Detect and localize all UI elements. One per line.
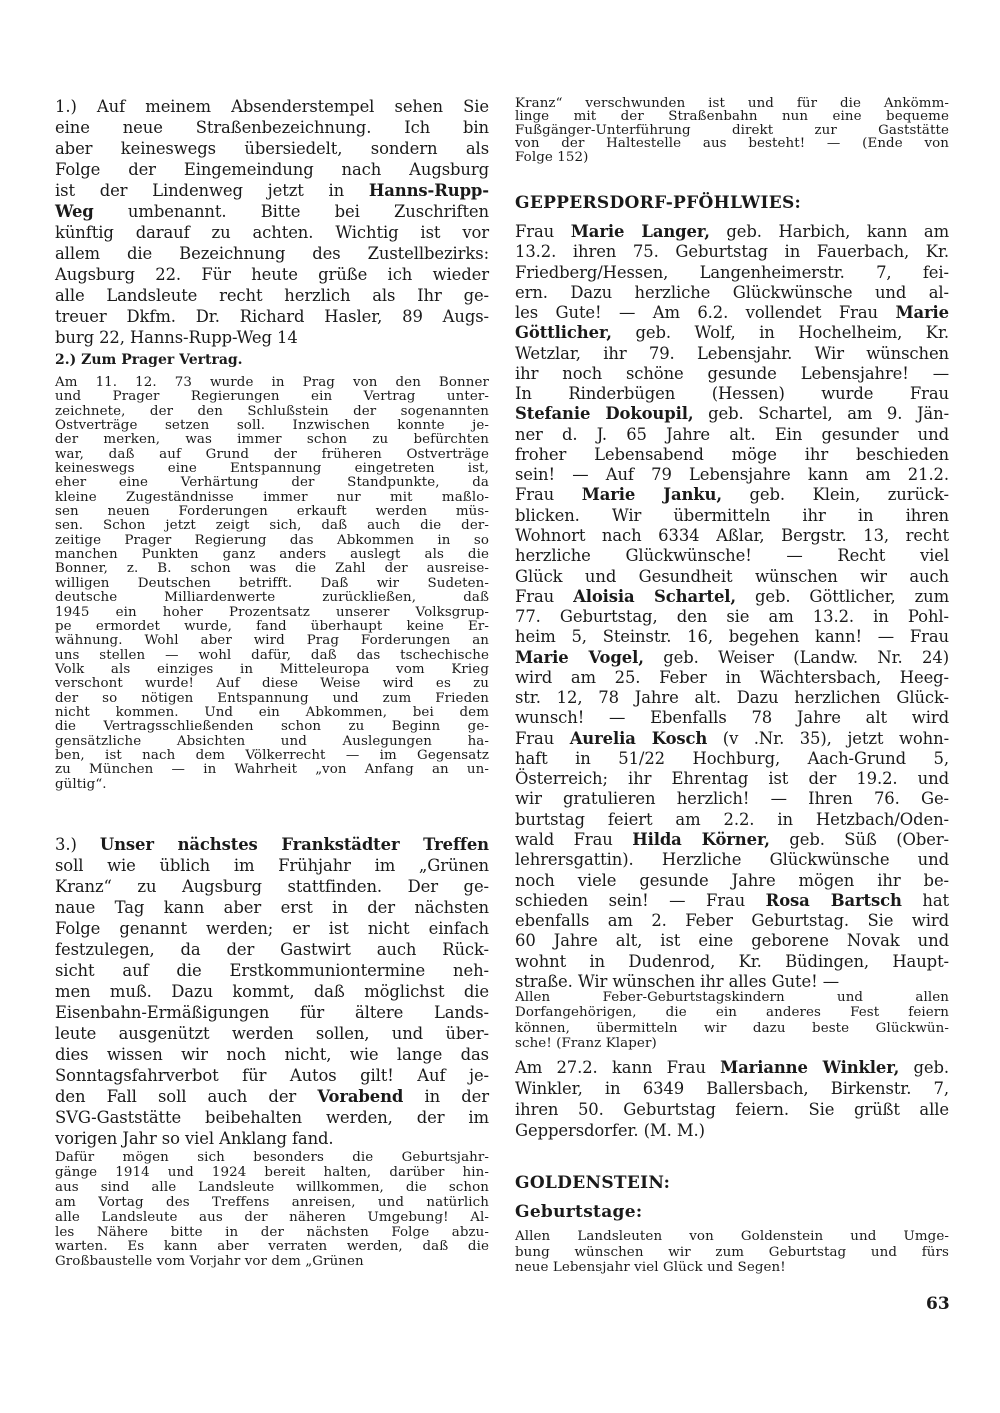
bold-name: Marie [895,303,949,323]
text-run: geb. Göttlicher, zum [736,586,950,606]
text-line: festzulegen, da der Gastwirt auch Rück- [55,940,489,959]
text-line: SVG-Gaststätte beibehalten werden, der im [55,1108,489,1127]
text-line: Folge 152) [515,149,589,165]
text-line: die Vertragsschließenden schon zu Beginn ge- [55,719,489,735]
bold-name: Hanns-Rupp- [368,181,489,200]
text-run: Frau [515,586,574,606]
text-run: geb. Süß (Ober- [769,829,949,849]
text-run: geb. Wolf, in Hochelheim, Kr. [611,323,949,343]
text-run: in der [403,1087,489,1106]
text-line: burtstag feiert am 2.2. in Hetzbach/Oden- [515,809,949,829]
bold-name: Göttlicher, [515,323,612,343]
text-line: Kranz“ verschwunden ist und für die Ankömm- [515,96,949,111]
text-line: vorigen Jahr so viel Anklang fand. [55,1129,334,1148]
text-line: Volk als einziges in Mitteleuropa vom Krieg [55,661,489,677]
text-run: hat [901,890,949,910]
text-line [55,1086,489,1107]
text-line: linge mit der Straßenbahn nun eine bequeme [515,109,949,125]
text-line: willigen Deutschen betrifft. Daß wir Sudeten- [55,575,489,591]
text-line: ebenfalls am 2. Feber Geburtstag. Sie wird [515,911,949,931]
text-line: alle Landsleute recht herzlich als Ihr ge- [55,286,489,305]
text-line: zeichnete, der den Schlußstein der sogenannten [55,403,489,419]
text-line: soll wie üblich im Frühjahr im „Grünen [55,856,489,875]
text-line: Glück und Gesundheit wünschen wir auch [515,566,949,586]
text-line: warten. Es kann aber verraten werden, daß die [55,1239,489,1255]
bold-name: Marianne Winkler, [720,1058,900,1077]
text-line: alle Landsleute aus der näheren Umgebung! Al- [55,1209,489,1225]
text-line: wunsch! — Ebenfalls 78 Jahre alt wird [515,708,949,728]
bold-name: Marie Vogel, [515,647,644,667]
text-line: 1945 ein hoher Prozentsatz unserer Volksgrup- [55,604,489,620]
text-line [515,1057,949,1078]
text-line: ben, ist nach dem Völkerrecht — im Gegensatz [55,747,489,763]
text-run: (v .Nr. 35), jetzt wohn- [707,728,950,748]
text-line [515,648,949,668]
text-run: geb. Schartel, am 9. Jän- [693,404,950,424]
bold-name: Hilda Körner, [632,829,770,849]
text-run: wald Frau [515,829,633,849]
text-line: und Prager Regierungen ein Vertrag unter- [55,389,489,405]
text-line: blicken. Wir übermitteln ihr in ihren [515,505,949,525]
text-line [515,323,949,343]
text-line: 1.) Auf meinem Absenderstempel sehen Sie [55,97,489,116]
text-line: 60 Jahre alt, ist eine geborene Novak und [515,931,949,951]
text-line: Folge genannt werden; er ist nicht einfach [55,919,489,938]
text-line: wähnung. Wohl aber wird Prag Forderungen an [55,633,489,649]
text-line: Großbaustelle vom Vorjahr vor dem „Grünen [55,1254,364,1270]
text-line: 13.2. ihren 75. Geburtstag in Fauerbach, Kr. [515,242,949,262]
text-line: Augsburg 22. Für heute grüße ich wieder [55,265,489,284]
text-line: heim 5, Steinstr. 16, begehen kann! — Frau [515,627,949,647]
text-line: Geppersdorfer. (M. M.) [515,1121,705,1140]
text-line: war, daß auf Grund der früheren Ostverträge [55,446,489,462]
text-line: aus sind alle Landsleute willkommen, die schon [55,1179,489,1195]
paragraph-winkler [515,1057,949,1141]
text-line: Dorfangehörigen, die ein anderes Fest feiern [515,1005,949,1021]
text-run: Frau [515,222,571,241]
text-line: wir gratulieren herzlich! — Ihren 76. Ge- [515,789,949,809]
paragraph-geburtsjahrgaenge [55,1151,489,1270]
text-line: können, übermitteln wir dazu beste Glückwün- [515,1020,949,1036]
text-line: Winkler, in 6349 Ballersbach, Birkenstr. 7, [515,1079,949,1098]
text-line [55,201,489,222]
text-run: Am 27.2. kann Frau [515,1058,721,1077]
paragraph-continuation [515,97,949,164]
text-line [515,587,949,607]
text-line: Fußgänger-Unterführung direkt zur Gaststätte [515,122,949,138]
text-line: Wohnort nach 6334 Aßlar, Bergstr. 13, recht [515,525,949,545]
text-line: froher Lebensabend möge ihr beschieden [515,444,949,464]
text-line: am Vortag des Treffens anreisen, und natürlich [55,1194,489,1210]
text-line: zu München — in Wahrheit „von Anfang an un- [55,762,489,778]
text-line: ihr noch schöne gesunde Lebensjahre! — [515,363,949,383]
text-line: In Rinderbügen (Hessen) wurde Frau [515,384,949,404]
text-run: geb. Harbich, kann am [709,222,950,241]
text-line: verschont wurde! Auf diese Weise wird es zu [55,676,489,692]
heading-prager-vertrag: 2.) Zum Prager Vertrag. [55,352,243,368]
text-line: noch viele gesunde Jahre mögen ihr be- [515,870,949,890]
text-line: ihren 50. Geburtstag feiern. Sie grüßt alle [515,1100,949,1119]
text-line: keineswegs eine Entspannung eingetreten ist, [55,461,489,477]
text-line: eher eine Verhärtung der Standpunkte, da [55,475,489,491]
text-line [515,830,949,850]
text-line: kleine Zugeständnisse immer nur mit maßlo- [55,489,489,505]
text-line: aber keineswegs übersiedelt, sondern als [55,139,489,158]
text-line: allem die Bezeichnung des Zustellbezirks: [55,244,489,263]
paragraph-birthdays-geppersdorf [515,222,949,992]
text-line: str. 12, 78 Jahre alt. Dazu herzlichen Glück- [515,688,949,708]
text-line: deutsche Milliardenwerte zurückließen, daß [55,590,489,606]
text-line: der merken, was immer schon zu befürchten [55,432,489,448]
text-line: bung wünschen wir zum Geburtstag und fürs [515,1244,949,1260]
text-run: Frau [515,728,570,748]
text-line: lehrersgattin). Herzliche Glückwünsche und [515,850,949,870]
text-line [515,404,949,424]
text-line: leute ausgenützt werden sollen, und über- [55,1024,489,1043]
text-line: Allen Feber-Geburtstagskindern und allen [515,990,949,1005]
text-line: uns stellen — wohl dafür, daß das tschechische [55,647,489,663]
text-line: burg 22, Hanns-Rupp-Weg 14 [55,328,298,347]
text-line [55,834,489,855]
bold-name: Aloisia Schartel, [573,586,737,606]
text-run: les Gute! — Am 6.2. vollendet Frau [515,303,896,323]
paragraph-goldenstein-greetings [515,1229,949,1276]
text-run: 3.) [55,835,100,854]
text-line [515,891,949,911]
text-line: sein! — Auf 79 Lebensjahre kann am 21.2. [515,465,949,485]
text-line [515,303,949,323]
text-line: nicht kommen. Und ein Abkommen, bei dem [55,704,489,720]
text-line: Am 11. 12. 73 wurde in Prag von den Bonner [55,375,489,390]
text-line: treuer Dkfm. Dr. Richard Hasler, 89 Augs- [55,307,489,326]
text-line: von der Haltestelle aus besteht! — (Ende von [515,136,949,152]
text-line: zeitige Prager Regierung das Abkommen in so [55,532,489,548]
paragraph-feber-greetings [515,990,949,1051]
text-line: straße. Wir wünschen ihr alles Gute! — [515,971,840,991]
text-line: pe ermordet wurde, fand überhaupt keine Er- [55,618,489,634]
text-line: ern. Dazu herzliche Glückwünsche und al- [515,282,949,302]
text-line: les Nähere bitte in der nächsten Folge abzu- [55,1224,489,1240]
text-line: sche! (Franz Klaper) [515,1035,657,1051]
paragraph-treffen [55,834,489,1149]
bold-name: Weg [55,202,94,221]
text-run: geb. Klein, zurück- [721,485,949,505]
text-line: sicht auf die Erstkommuniontermine neh- [55,961,489,980]
text-line: manchen Punkten ganz anders auslegt als die [55,547,489,563]
text-line: haft in 51/22 Hochburg, Aach-Grund 5, [515,748,949,768]
bold-name: Unser nächstes Frankstädter Treffen [99,835,489,854]
text-line: gültig“. [55,776,107,792]
text-line: dies wissen wir noch nicht, wie lange das [55,1045,489,1064]
text-line: men muß. Dazu kommt, daß möglichst die [55,982,489,1001]
text-line: Wetzlar, ihr 79. Lebensjahr. Wir wünschen [515,343,949,363]
text-line: Österreich; ihr Ehrentag ist der 19.2. und [515,769,949,789]
heading-goldenstein: GOLDENSTEIN: [515,1173,671,1193]
bold-name: Marie Janku, [581,485,722,505]
text-line [55,180,489,201]
text-run: schieden sein! — Frau [515,890,766,910]
text-line: Friedberg/Hessen, Langenheimerstr. 7, fei- [515,262,949,282]
text-line: Dafür mögen sich besonders die Geburtsjahr- [55,1150,489,1165]
text-run: geb. Weiser (Landw. Nr. 24) [643,647,949,667]
text-line: Eisenbahn-Ermäßigungen für ältere Lands- [55,1003,489,1022]
text-line [515,729,949,749]
paragraph-new-address [55,96,489,348]
text-run: Frau [515,485,582,505]
subheading-geburtstage: Geburtstage: [515,1202,643,1222]
bold-name: Aurelia Kosch [569,728,708,748]
text-line: gensätzliche Absichten und Auslegungen ha- [55,733,489,749]
text-line [515,485,949,505]
text-line: gänge 1914 und 1924 bereit halten, darüber hin- [55,1164,489,1180]
text-line: herzliche Glückwünsche! — Recht viel [515,546,949,566]
text-line: Kranz“ zu Augsburg stattfinden. Der ge- [55,877,489,896]
text-line: Ostverträge setzen soll. Inzwischen konnte je- [55,418,489,434]
bold-name: Stefanie Dokoupil, [515,404,694,424]
text-run: geb. [899,1058,950,1077]
text-line: künftig darauf zu achten. Wichtig ist vor [55,223,489,242]
text-line: Bonner, z. B. schon was die Zahl der ausreise- [55,561,489,577]
text-line: ner d. J. 65 Jahre alt. Ein gesunder und [515,424,949,444]
text-line: naue Tag kann aber erst in der nächsten [55,898,489,917]
text-line [515,222,949,242]
bold-name: Rosa Bartsch [765,890,902,910]
text-line: Folge der Eingemeindung nach Augsburg [55,160,489,179]
bold-name: Marie Langer, [570,222,710,241]
text-line: neue Lebensjahr viel Glück und Segen! [515,1260,786,1275]
text-line: sen neuen Forderungen erkauft werden müs- [55,504,489,520]
page-number: 63 [926,1294,950,1314]
text-line: wird am 25. Feber in Wächtersbach, Heeg- [515,667,949,687]
text-run: ist der Lindenweg jetzt in [55,181,369,200]
heading-geppersdorf: GEPPERSDORF-PFÖHLWIES: [515,193,802,213]
text-line: Sonntagsfahrverbot für Autos gilt! Auf je- [55,1066,489,1085]
paragraph-prager-vertrag [55,376,489,792]
text-line: 77. Geburtstag, den sie am 13.2. in Pohl- [515,607,949,627]
text-line: sen. Schon jetzt zeigt sich, daß auch die der- [55,518,489,534]
text-line: wohnt in Dudenrod, Kr. Büdingen, Haupt- [515,951,949,971]
bold-name: Vorabend [317,1087,404,1106]
text-run: umbenannt. Bitte bei Zuschriften [93,202,489,221]
text-line: eine neue Straßenbezeichnung. Ich bin [55,118,489,137]
text-line: Allen Landsleuten von Goldenstein und Umge- [515,1229,949,1244]
text-run: den Fall soll auch der [55,1087,318,1106]
text-line: der so nötigen Entspannung und zum Frieden [55,690,489,706]
